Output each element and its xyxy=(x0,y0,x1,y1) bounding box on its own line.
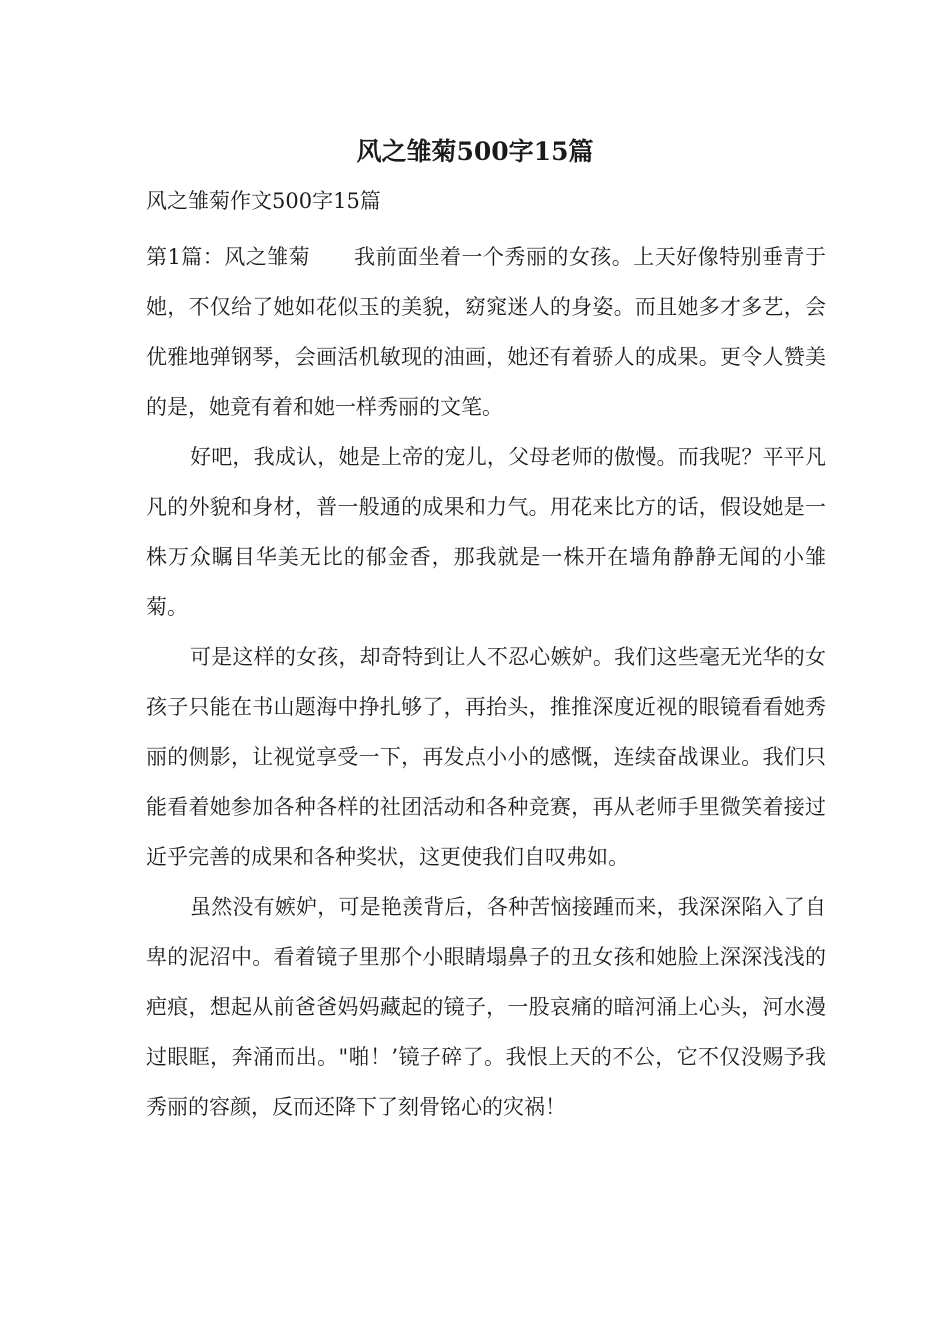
document-body xyxy=(146,232,826,1132)
paragraph-1 xyxy=(146,232,826,432)
paragraph-1-text: 我前面坐着一个秀丽的女孩。上天好像特别垂青于她，不仅给了她如花似玉的美貌，窈窕迷人的身姿。而且她多才多艺，会优雅地弹钢琴，会画活机敏现的油画，她还有着骄人的成果。更令人赞美的是，她竟有着和她一样秀丽的文笔。 xyxy=(146,245,826,419)
chapter-label: 第1篇：风之雏菊 xyxy=(146,245,311,269)
paragraph-3: 可是这样的女孩，却奇特到让人不忍心嫉妒。我们这些毫无光华的女孩子只能在书山题海中挣扎够了，再抬头，推推深度近视的眼镜看看她秀丽的侧影，让视觉享受一下，再发点小小的感慨，连续奋战课业。我们只能看着她参加各种各样的社团活动和各种竞赛，再从老师手里微笑着接过近乎完善的成果和各种奖状，这更使我们自叹弗如。 xyxy=(146,645,826,869)
paragraph-4: 虽然没有嫉妒，可是艳羡背后，各种苦恼接踵而来，我深深陷入了自卑的泥沼中。看着镜子里那个小眼睛塌鼻子的丑女孩和她脸上深深浅浅的疤痕，想起从前爸爸妈妈藏起的镜子，一股哀痛的暗河涌上心头，河水漫过眼眶，奔涌而出。"啪！’镜子碎了。我恨上天的不公，它不仅没赐予我秀丽的容颜，反而还降下了刻骨铭心的灾祸！ xyxy=(146,895,826,1119)
document-title: 风之雏菊500字15篇 xyxy=(356,137,594,166)
document-subtitle: 风之雏菊作文500字15篇 xyxy=(146,189,381,213)
paragraph-2: 好吧，我成认，她是上帝的宠儿，父母老师的傲慢。而我呢？平平凡凡的外貌和身材，普一般通的成果和力气。用花来比方的话，假设她是一株万众瞩目华美无比的郁金香，那我就是一株开在墙角静静无闻的小雏菊。 xyxy=(146,445,826,619)
